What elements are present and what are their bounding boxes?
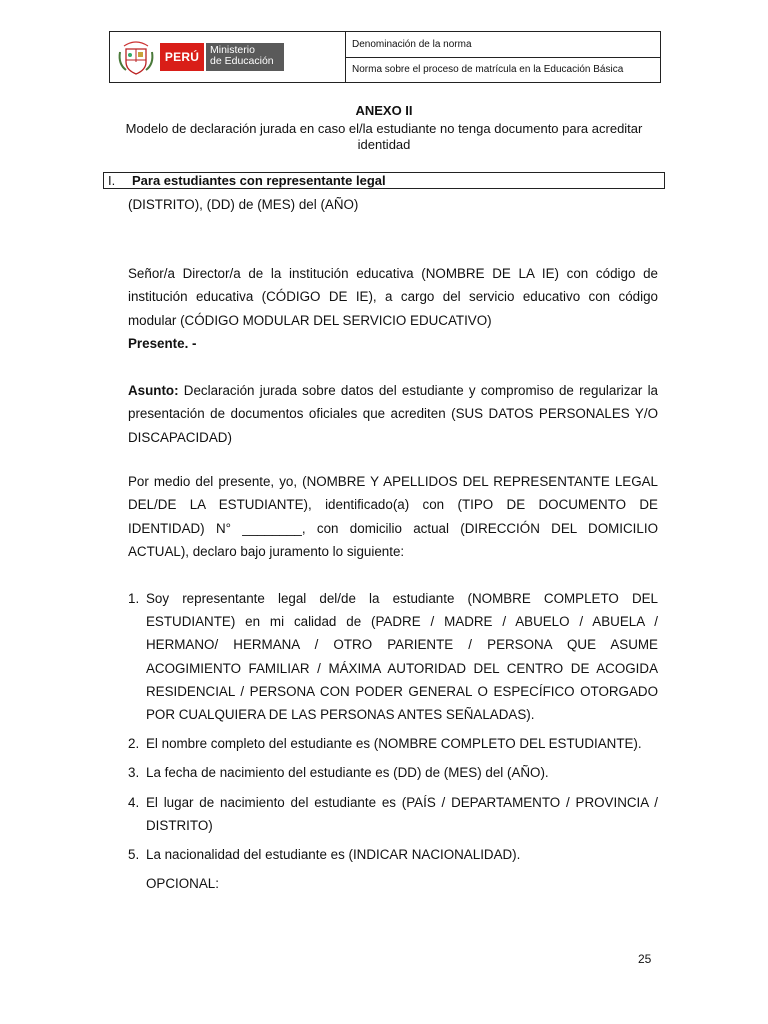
- presente-line: Presente. -: [128, 336, 197, 351]
- list-item: [128, 791, 658, 837]
- date-line: (DISTRITO), (DD) de (MES) del (AÑO): [128, 197, 359, 212]
- asunto-paragraph: [128, 379, 658, 449]
- logo-block: [110, 32, 346, 82]
- opcional-line: [128, 872, 658, 895]
- peru-logo-label: PERÚ: [160, 43, 204, 71]
- list-item-number: 3.: [128, 765, 140, 781]
- ministry-logo-label: [206, 43, 284, 71]
- section-title: Para estudiantes con representante legal: [132, 173, 386, 188]
- list-item-text: La nacionalidad del estudiante es (INDICAR NACIONALIDAD).: [146, 847, 521, 863]
- list-item-text: Soy representante legal del/de la estudiante (NOMBRE COMPLETO DEL ESTUDIANTE) en mi calidad de (PADRE / MADRE / ABUELO / ABUELA / HERMANO/ HERMANA / OTRO PARIENTE / PERSONA QUE ASUME ACOGIMIENTO FAMILIAR / MÁXIMA AUTORIDAD DEL CENTRO DE ACOGIDA RESIDENCIAL / PERSONA CON PODER GENERAL O ESPECÍFICO OTORGADO POR CUALQUIERA DE LAS PERSONAS ANTES SEÑALADAS).: [146, 591, 658, 723]
- list-item: [128, 732, 658, 755]
- list-item-number: 4.: [128, 794, 140, 810]
- list-item-number: 5.: [128, 847, 140, 863]
- list-item-number: 2.: [128, 736, 140, 752]
- list-item-text: La fecha de nacimiento del estudiante es (DD) de (MES) del (AÑO).: [146, 765, 549, 781]
- norma-label: Denominación de la norma: [346, 32, 660, 58]
- list-item: [128, 587, 658, 726]
- list-item-number: 1.: [128, 591, 140, 606]
- norma-value: Norma sobre el proceso de matrícula en la Educación Básica: [352, 64, 624, 76]
- ministry-line-2: de Educación: [210, 55, 274, 67]
- norma-cell: [346, 32, 660, 82]
- asunto-label: Asunto:: [128, 383, 179, 398]
- list-item: [128, 761, 658, 784]
- recipient-paragraph: Señor/a Director/a de la institución educativa (NOMBRE DE LA IE) con código de institución educativa (CÓDIGO DE IE), a cargo del servicio educativo con código modular (CÓDIGO MODULAR DEL SERVICIO EDUCATIVO): [128, 266, 658, 328]
- intro-paragraph: Por medio del presente, yo, (NOMBRE Y APELLIDOS DEL REPRESENTANTE LEGAL DEL/DE LA ESTUDIANTE), identificado(a) con (TIPO DE DOCUMENTO DE IDENTIDAD) N° ________, con domicilio actual (DIRECCIÓN DEL DOMICILIO ACTUAL), declaro bajo juramento lo siguiente:: [128, 474, 658, 560]
- annex-title: ANEXO II: [355, 103, 413, 118]
- section-number: I.: [108, 173, 116, 188]
- page-number: 25: [638, 952, 652, 966]
- document-header: [109, 31, 661, 83]
- annex-subtitle: Modelo de declaración jurada en caso el/la estudiante no tenga documento para acreditar identidad: [125, 121, 643, 152]
- list-item-text: El lugar de nacimiento del estudiante es (PAÍS / DEPARTAMENTO / PROVINCIA / DISTRITO): [146, 794, 658, 833]
- list-item-text: El nombre completo del estudiante es (NOMBRE COMPLETO DEL ESTUDIANTE).: [146, 736, 642, 752]
- asunto-text: Declaración jurada sobre datos del estudiante y compromiso de regularizar la presentación de documentos oficiales que acrediten (SUS DATOS PERSONALES Y/O DISCAPACIDAD): [128, 383, 658, 445]
- opcional-label: OPCIONAL:: [146, 876, 219, 892]
- declaration-list: [128, 587, 658, 895]
- section-header: [103, 172, 665, 189]
- ministry-line-1: Ministerio: [210, 44, 255, 56]
- list-item: [128, 843, 658, 866]
- coat-of-arms-icon: [116, 36, 156, 78]
